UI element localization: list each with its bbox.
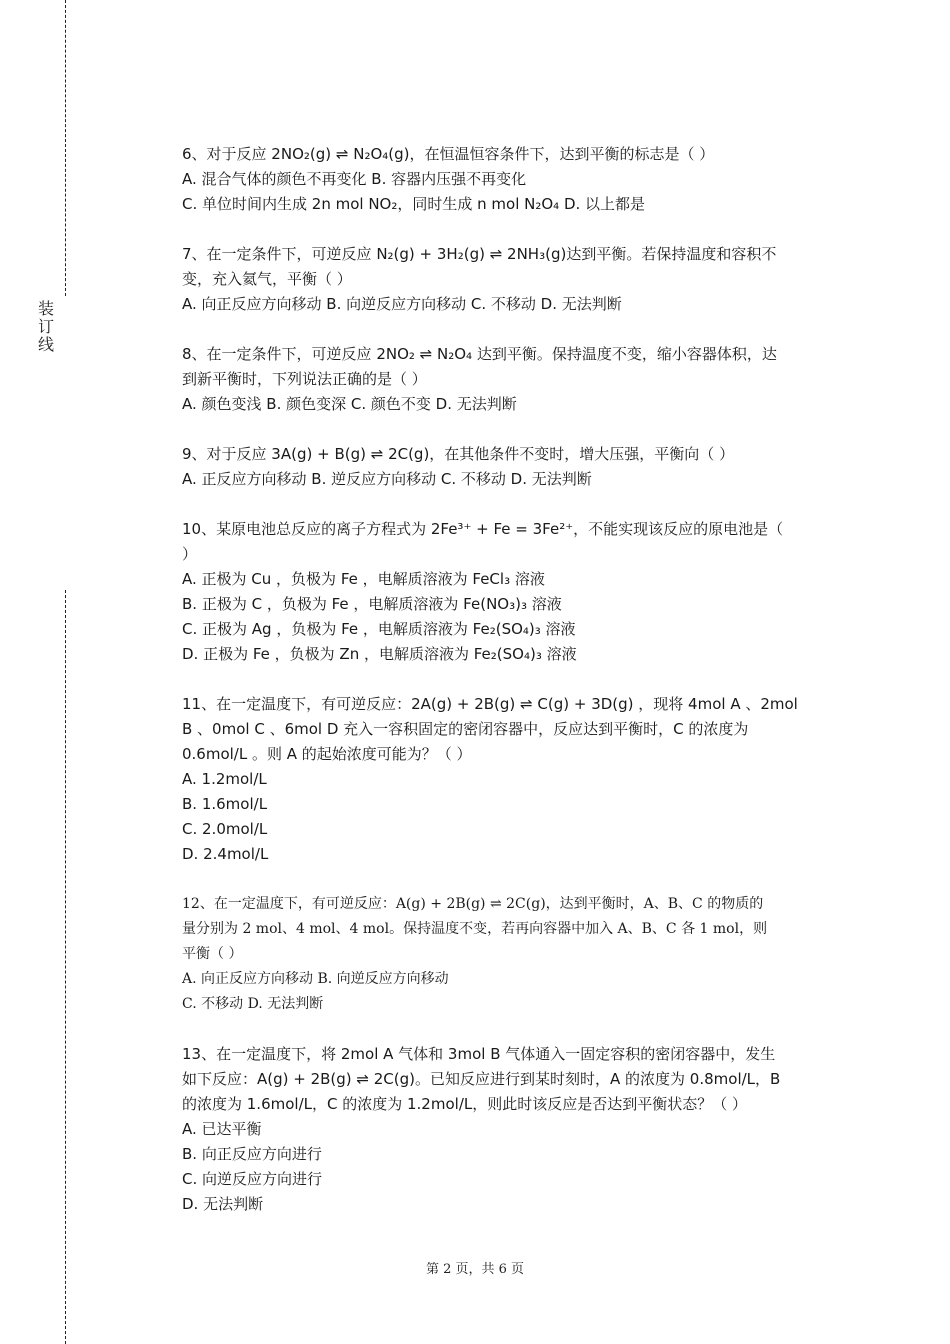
question-stem: 变，充入氦气，平衡（ ） [182, 270, 352, 288]
question-11 [182, 692, 838, 867]
option-line: C. 2.0mol/L [182, 820, 268, 838]
question-stem: 6、对于反应 2NO₂(g) ⇌ N₂O₄(g)，在恒温恒容条件下，达到平衡的标志是（ ） [182, 145, 715, 163]
question-stem: 13、在一定温度下，将 2mol A 气体和 3mol B 气体通入一固定容积的密闭容器中，发生 [182, 1045, 776, 1063]
option-line: D. 2.4mol/L [182, 845, 269, 863]
question-8 [182, 342, 838, 417]
option-line: C. 单位时间内生成 2n mol NO₂，同时生成 n mol N₂O₄ D. 以上都是 [182, 195, 646, 213]
option-line: B. 1.6mol/L [182, 795, 268, 813]
question-stem: 0.6mol/L 。则 A 的起始浓度可能为？（ ） [182, 745, 472, 763]
binding-line-bottom [65, 590, 66, 1344]
question-stem: 11、在一定温度下，有可逆反应：2A(g) + 2B(g) ⇌ C(g) + 3D(g) ，现将 4mol A 、2mol [182, 695, 798, 713]
option-line: A. 颜色变浅 B. 颜色变深 C. 颜色不变 D. 无法判断 [182, 395, 517, 413]
option-line: A. 1.2mol/L [182, 770, 267, 788]
question-9 [182, 442, 838, 492]
question-6 [182, 142, 838, 217]
option-line: A. 已达平衡 [182, 1120, 262, 1138]
question-stem: 12、在一定温度下，有可逆反应：A(g) + 2B(g) ⇌ 2C(g)，达到平衡时，A、B、C 的物质的 [182, 896, 764, 912]
question-stem: B 、0mol C 、6mol D 充入一容积固定的密闭容器中，反应达到平衡时，C 的浓度为 [182, 720, 749, 738]
question-12 [182, 892, 838, 1017]
option-line: A. 向正反应方向移动 B. 向逆反应方向移动 [182, 971, 449, 987]
question-7 [182, 242, 838, 317]
option-line: B. 正极为 C ，负极为 Fe ，电解质溶液为 Fe(NO₃)₃ 溶液 [182, 595, 562, 613]
question-stem: 到新平衡时，下列说法正确的是（ ） [182, 370, 427, 388]
option-line: C. 向逆反应方向进行 [182, 1170, 323, 1188]
option-line: D. 无法判断 [182, 1195, 264, 1213]
question-stem: 9、对于反应 3A(g) + B(g) ⇌ 2C(g)，在其他条件不变时，增大压强，平衡向（ ） [182, 445, 735, 463]
page-number: 第 2 页，共 6 页 [425, 1262, 525, 1277]
option-line: C. 不移动 D. 无法判断 [182, 996, 324, 1012]
question-stem: 10、某原电池总反应的离子方程式为 2Fe³⁺ + Fe = 3Fe²⁺，不能实现该反应的原电池是（ [182, 520, 784, 538]
question-stem: 的浓度为 1.6mol/L，C 的浓度为 1.2mol/L，则此时该反应是否达到平衡状态？（ ） [182, 1095, 747, 1113]
option-line: A. 混合气体的颜色不再变化 B. 容器内压强不再变化 [182, 170, 527, 188]
question-stem: 量分别为 2 mol、4 mol、4 mol。保持温度不变，若再向容器中加入 A、B、C 各 1 mol，则 [182, 921, 768, 937]
binding-line-top [65, 0, 66, 296]
option-line: C. 正极为 Ag ，负极为 Fe ，电解质溶液为 Fe₂(SO₄)₃ 溶液 [182, 620, 576, 638]
option-line: A. 向正反应方向移动 B. 向逆反应方向移动 C. 不移动 D. 无法判断 [182, 295, 622, 313]
question-10 [182, 517, 838, 667]
question-list [182, 142, 838, 1242]
option-line: B. 向正反应方向进行 [182, 1145, 322, 1163]
question-stem: 平衡（ ） [182, 946, 243, 962]
binding-label: 装订线 [37, 299, 54, 354]
question-stem: ） [182, 545, 198, 563]
question-stem: 如下反应：A(g) + 2B(g) ⇌ 2C(g)。已知反应进行到某时刻时，A 的浓度为 0.8mol/L，B [182, 1070, 781, 1088]
question-13 [182, 1042, 838, 1217]
option-line: D. 正极为 Fe ，负极为 Zn ，电解质溶液为 Fe₂(SO₄)₃ 溶液 [182, 645, 577, 663]
question-stem: 8、在一定条件下，可逆反应 2NO₂ ⇌ N₂O₄ 达到平衡。保持温度不变，缩小容器体积，达 [182, 345, 777, 363]
question-stem: 7、在一定条件下，可逆反应 N₂(g) + 3H₂(g) ⇌ 2NH₃(g)达到平衡。若保持温度和容积不 [182, 245, 777, 263]
option-line: A. 正反应方向移动 B. 逆反应方向移动 C. 不移动 D. 无法判断 [182, 470, 592, 488]
option-line: A. 正极为 Cu ，负极为 Fe ，电解质溶液为 FeCl₃ 溶液 [182, 570, 545, 588]
